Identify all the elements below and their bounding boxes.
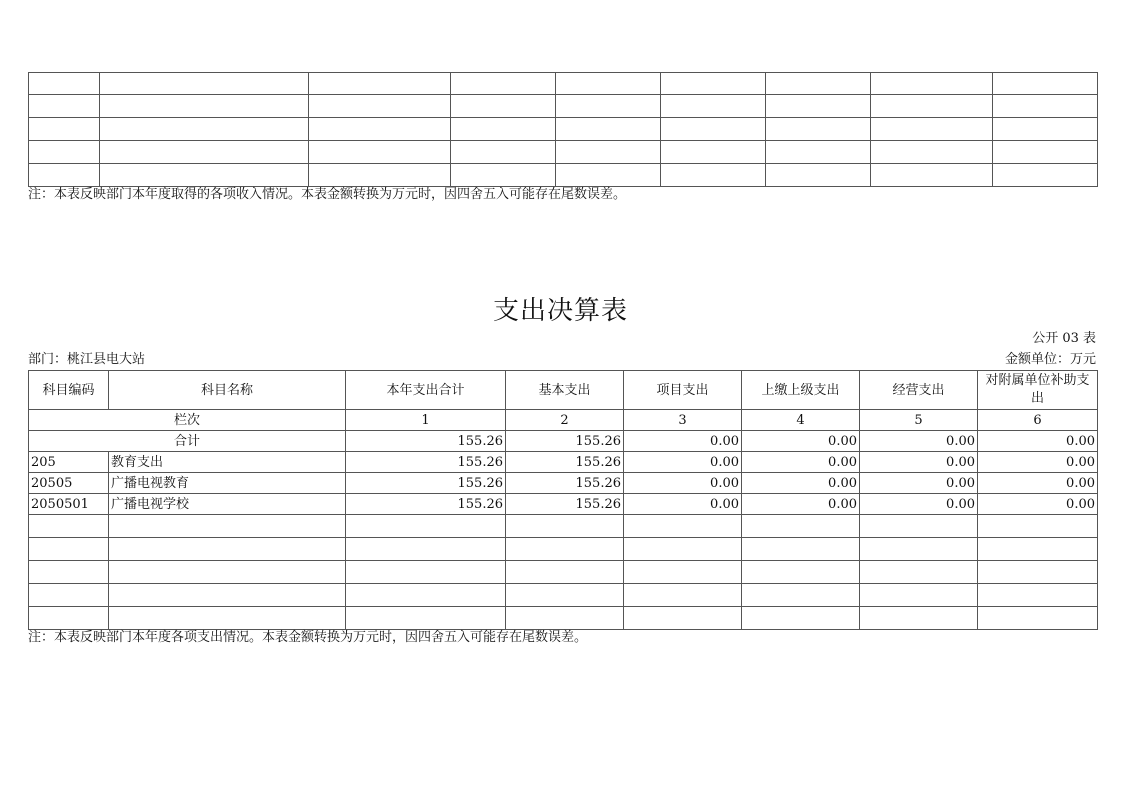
column-number: 6 (978, 410, 1098, 431)
total-label: 合计 (29, 431, 346, 452)
income-table-partial (28, 72, 1098, 187)
amount-cell: 0.00 (978, 494, 1098, 515)
amount-cell: 0.00 (860, 452, 978, 473)
total-value: 0.00 (978, 431, 1098, 452)
subject-code: 20505 (29, 473, 109, 494)
table-row (29, 118, 1098, 141)
column-number: 5 (860, 410, 978, 431)
table-row (29, 561, 1098, 584)
total-value: 155.26 (346, 431, 506, 452)
header-subsidy: 对附属单位补助支出 (978, 371, 1098, 410)
table-row (29, 473, 1098, 494)
table-row (29, 515, 1098, 538)
subject-name: 广播电视学校 (109, 494, 346, 515)
table-row (29, 95, 1098, 118)
header-row (29, 371, 1098, 410)
total-value: 0.00 (742, 431, 860, 452)
column-number: 2 (506, 410, 624, 431)
table-row (29, 73, 1098, 95)
total-row (29, 431, 1098, 452)
subject-code: 205 (29, 452, 109, 473)
table-row (29, 494, 1098, 515)
table-row (29, 538, 1098, 561)
expenditure-table-note: 注：本表反映部门本年度各项支出情况。本表金额转换为万元时，因四舍五入可能存在尾数误差。 (28, 630, 588, 645)
table-row (29, 141, 1098, 164)
column-number: 1 (346, 410, 506, 431)
total-value: 155.26 (506, 431, 624, 452)
amount-cell: 0.00 (624, 494, 742, 515)
amount-cell: 0.00 (742, 452, 860, 473)
table-row (29, 607, 1098, 630)
table-row (29, 452, 1098, 473)
header-project: 项目支出 (624, 371, 742, 410)
header-total: 本年支出合计 (346, 371, 506, 410)
amount-cell: 0.00 (860, 494, 978, 515)
unit-label: 金额单位：万元 (1004, 352, 1096, 367)
amount-cell: 155.26 (506, 494, 624, 515)
amount-cell: 0.00 (742, 494, 860, 515)
subject-name: 广播电视教育 (109, 473, 346, 494)
table-row (29, 164, 1098, 187)
subject-name: 教育支出 (109, 452, 346, 473)
amount-cell: 155.26 (346, 452, 506, 473)
income-table-note: 注：本表反映部门本年度取得的各项收入情况。本表金额转换为万元时，因四舍五入可能存在尾数误差。 (28, 187, 627, 202)
amount-cell: 0.00 (624, 452, 742, 473)
column-number-row (29, 410, 1098, 431)
column-number: 3 (624, 410, 742, 431)
amount-cell: 0.00 (624, 473, 742, 494)
amount-cell: 155.26 (506, 452, 624, 473)
header-name: 科目名称 (109, 371, 346, 410)
amount-cell: 0.00 (978, 473, 1098, 494)
amount-cell: 155.26 (346, 473, 506, 494)
header-basic: 基本支出 (506, 371, 624, 410)
amount-cell: 0.00 (978, 452, 1098, 473)
amount-cell: 0.00 (742, 473, 860, 494)
department-label: 部门：桃江县电大站 (28, 352, 146, 367)
amount-cell: 155.26 (506, 473, 624, 494)
amount-cell: 155.26 (346, 494, 506, 515)
subject-code: 2050501 (29, 494, 109, 515)
header-code: 科目编码 (29, 371, 109, 410)
header-upper: 上缴上级支出 (742, 371, 860, 410)
table-row (29, 584, 1098, 607)
total-value: 0.00 (624, 431, 742, 452)
column-number: 4 (742, 410, 860, 431)
amount-cell: 0.00 (860, 473, 978, 494)
expenditure-table (28, 370, 1098, 630)
page-title: 支出决算表 (492, 296, 628, 326)
header-business: 经营支出 (860, 371, 978, 410)
form-code: 公开 03 表 (1032, 331, 1096, 346)
column-number-label: 栏次 (29, 410, 346, 431)
total-value: 0.00 (860, 431, 978, 452)
